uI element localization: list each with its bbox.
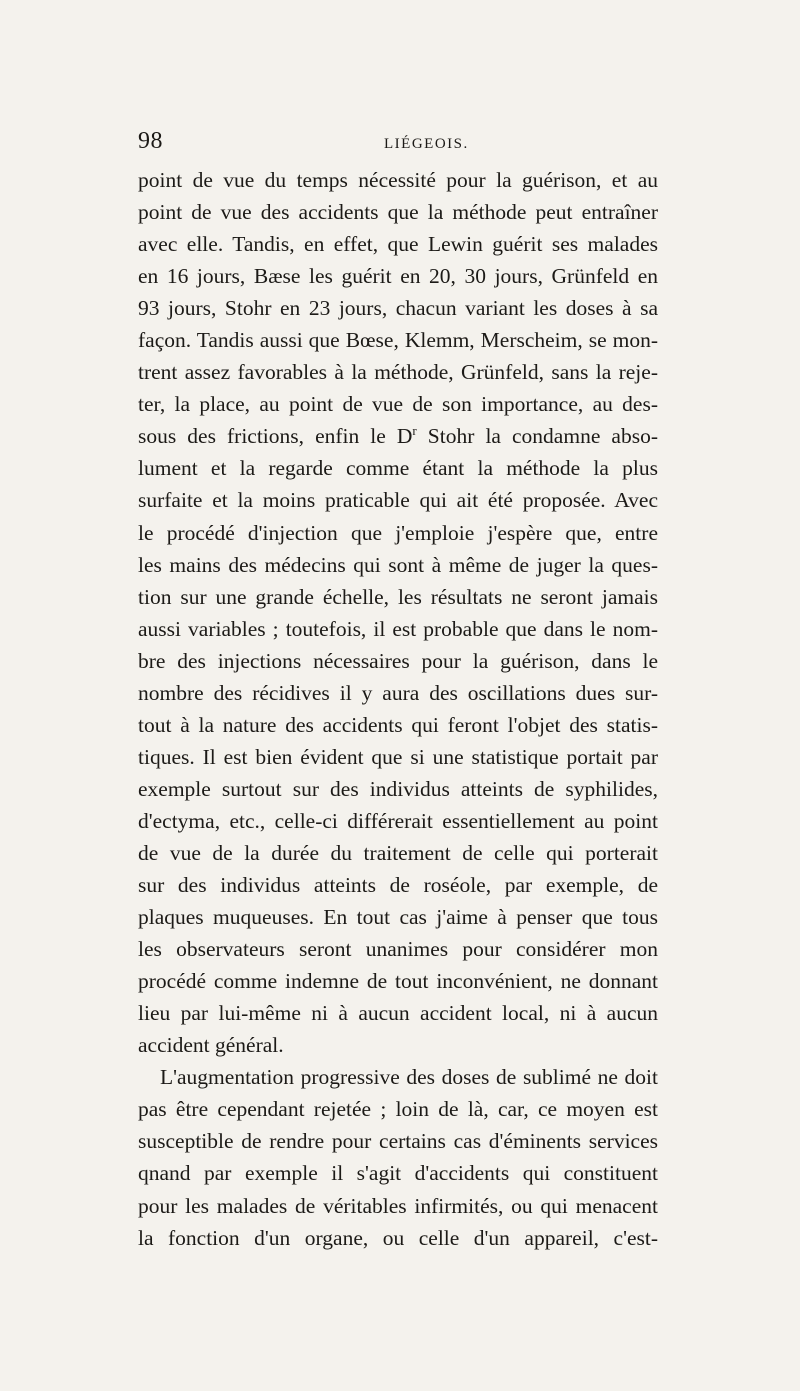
- text-line: ter, la place, au point de vue de son importance, au des-: [138, 392, 658, 417]
- text-line: accident général.: [138, 1033, 284, 1058]
- page-header: [138, 128, 658, 158]
- text-line: tion sur une grande échelle, les résultats ne seront jamais: [138, 584, 658, 609]
- text-line: les mains des médecins qui sont à même de juger la ques-: [138, 552, 658, 577]
- text-line: lieu par lui-même ni à aucun accident local, ni à aucun: [138, 1001, 658, 1026]
- text-line: surfaite et la moins praticable qui ait été proposée. Avec: [138, 488, 658, 513]
- running-head: LIÉGEOIS.: [384, 136, 469, 152]
- page-number: 98: [138, 128, 163, 154]
- text-line: point de vue des accidents que la méthode peut entraîner: [138, 200, 658, 225]
- text-segment: sous des frictions, enfin le D: [138, 424, 413, 449]
- text-line: pour les malades de véritables infirmités, ou qui menacent: [138, 1193, 658, 1218]
- text-line: L'augmentation progressive des doses de sublimé ne doit: [160, 1065, 658, 1090]
- text-line: pas être cependant rejetée ; loin de là, car, ce moyen est: [138, 1097, 658, 1122]
- text-line: plaques muqueuses. En tout cas j'aime à penser que tous: [138, 905, 658, 930]
- text-line: avec elle. Tandis, en effet, que Lewin guérit ses malades: [138, 232, 658, 257]
- text-line: bre des injections nécessaires pour la guérison, dans le: [138, 648, 658, 673]
- text-line: lument et la regarde comme étant la méthode la plus: [138, 456, 658, 481]
- text-line: sur des individus atteints de roséole, par exemple, de: [138, 873, 658, 898]
- text-line: le procédé d'injection que j'emploie j'espère que, entre: [138, 520, 658, 545]
- text-line: en 16 jours, Bæse les guérit en 20, 30 jours, Grünfeld en: [138, 264, 658, 289]
- text-line: tiques. Il est bien évident que si une statistique portait par: [138, 744, 658, 769]
- text-line: façon. Tandis aussi que Bœse, Klemm, Merscheim, se mon-: [138, 328, 658, 353]
- text-line: nombre des récidives il y aura des oscillations dues sur-: [138, 680, 658, 705]
- text-line: procédé comme indemne de tout inconvénient, ne donnant: [138, 969, 658, 994]
- superscript: r: [412, 423, 417, 439]
- text-line: exemple surtout sur des individus atteints de syphilides,: [138, 776, 658, 801]
- text-line: les observateurs seront unanimes pour considérer mon: [138, 937, 658, 962]
- text-line: trent assez favorables à la méthode, Grünfeld, sans la reje-: [138, 360, 658, 385]
- text-segment: Stohr la condamne abso-: [416, 424, 658, 449]
- body-text: [138, 164, 658, 1254]
- text-line: [138, 420, 658, 452]
- text-line: susceptible de rendre pour certains cas d'éminents services: [138, 1129, 658, 1154]
- text-line: tout à la nature des accidents qui feront l'objet des statis-: [138, 712, 658, 737]
- text-line: de vue de la durée du traitement de celle qui porterait: [138, 840, 658, 865]
- text-line: aussi variables ; toutefois, il est probable que dans le nom-: [138, 616, 658, 641]
- text-line: 93 jours, Stohr en 23 jours, chacun variant les doses à sa: [138, 296, 658, 321]
- text-line: qnand par exemple il s'agit d'accidents qui constituent: [138, 1161, 658, 1186]
- text-line: la fonction d'un organe, ou celle d'un appareil, c'est-: [138, 1225, 658, 1250]
- text-line: point de vue du temps nécessité pour la guérison, et au: [138, 168, 658, 192]
- text-line: d'ectyma, etc., celle-ci différerait essentiellement au point: [138, 808, 658, 833]
